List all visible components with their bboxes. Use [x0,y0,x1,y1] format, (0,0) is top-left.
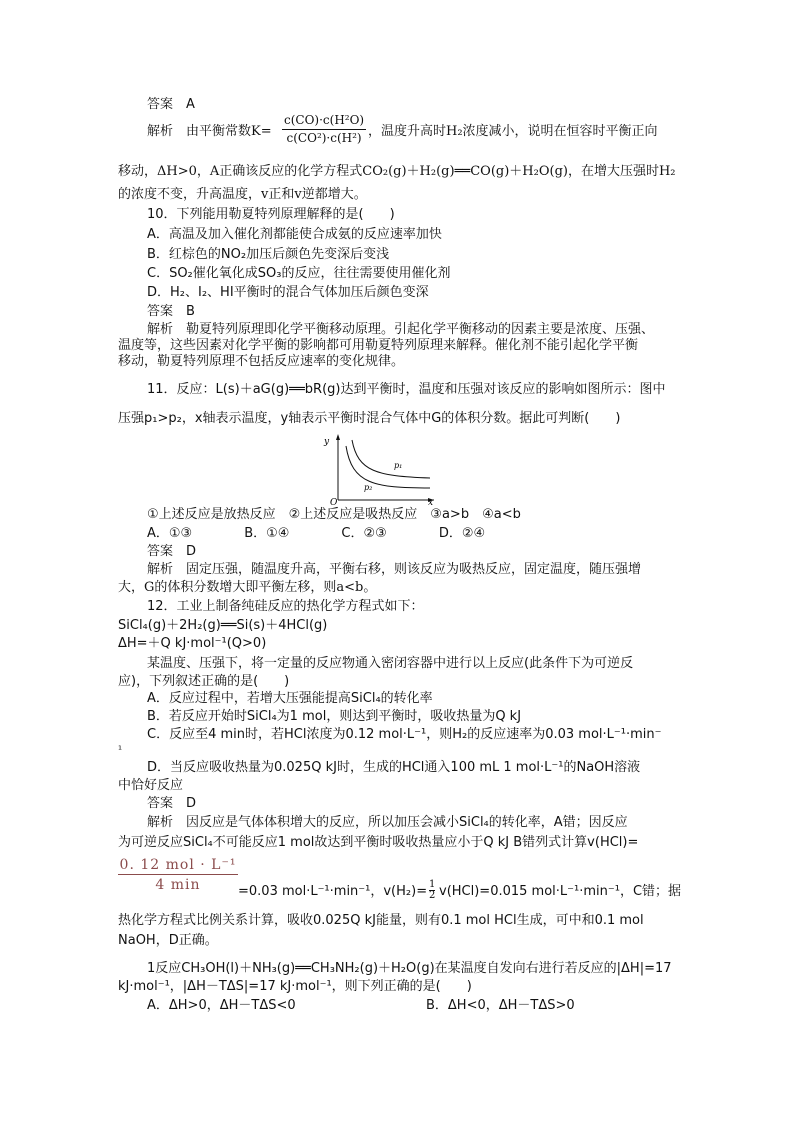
rate-fraction-numerator: 0. 12 mol · L⁻¹ [119,857,237,873]
q12-equation: SiCl₄(g)＋2H₂(g)══Si(s)＋4HCl(g) [118,618,328,633]
question-13-line2: kJ·mol⁻¹，|ΔH－TΔS|=17 kJ·mol⁻¹，则下列正确的是( ) [118,979,472,994]
question-11-line2: 压强p₁>p₂，x轴表示温度，y轴表示平衡时混合气体中G的体积分数。据此可判断( ) [118,411,621,426]
answer-10: 答案 B [147,304,195,319]
analysis-9-line2: 移动，ΔH>0，A正确该反应的化学方程式CO₂(g)＋H₂(g)══CO(g)＋H₂O(g)，在增大压强时H₂ [118,164,676,179]
analysis-9-cont: ，温度升高时H₂浓度减小，说明在恒容时平衡正向 [368,124,658,139]
q12-enthalpy: ΔH=＋Q kJ·mol⁻¹(Q>0) [118,636,267,651]
q12-stem-line2: 应)，下列叙述正确的是( ) [118,674,290,689]
origin-label: O [330,498,338,506]
analysis-12-line1: 解析 因反应是气体体积增大的反应，所以加压会减小SiCl₄的转化率，A错；因反应 [147,815,628,830]
question-11-line1: 11．反应：L(s)＋aG(g)══bR(g)达到平衡时，温度和压强对该反应的影响如图所示：图中 [147,382,666,397]
half-numerator: 1 [429,879,436,890]
analysis-12-line4: 热化学方程式比例关系计算，吸收0.025Q kJ能量，则有0.1 mol HCl生成，可中和0.1 mol [118,913,644,928]
half-denominator: 2 [429,890,436,901]
q12-option-b: B．若反应开始时SiCl₄为1 mol，则达到平衡时，吸收热量为Q kJ [147,709,522,724]
q12-option-c-wrap: ¹ [118,745,123,756]
analysis-9-start: 解析 由平衡常数K= [147,124,272,139]
analysis-11-line1: 解析 固定压强，随温度升高，平衡右移，则该反应为吸热反应，固定温度，随压强增 [147,562,642,577]
rate-fraction-denominator: 4 min [155,877,201,893]
analysis-10-line1: 解析 勒夏特列原理即化学平衡移动原理。引起化学平衡移动的因素主要是浓度、压强、 [147,322,655,337]
analysis-12-line5: NaOH，D正确。 [118,933,218,948]
y-axis-label: y [324,437,330,447]
analysis-12-line2: 为可逆反应SiCl₄不可能反应1 mol故达到平衡时吸收热量应小于Q kJ B错列式计算v(HCl)= [118,835,639,850]
analysis-11-line2: 大，G的体积分数增大即平衡左移，则a<b。 [118,580,377,595]
q11-options: A．①③ B．①④ C．②③ D．②④ [147,526,486,541]
q10-option-c: C．SO₂催化氧化成SO₃的反应，往往需要使用催化剂 [147,266,451,281]
curve-p1-label: p₁ [394,461,403,470]
q12-option-d-line2: 中恰好反应 [118,778,184,793]
q10-option-a: A．高温及加入催化剂都能使合成氨的反应速率加快 [147,227,442,242]
q10-option-d: D．H₂、I₂、HI平衡时的混合气体加压后颜色变深 [147,285,429,300]
question-10: 10．下列能用勒夏特列原理解释的是( ) [147,207,395,222]
analysis-12-line3b: v(HCl)=0.015 mol·L⁻¹·min⁻¹，C错；据 [439,884,682,899]
fraction-numerator: c(CO)·c(H²O) [282,112,366,130]
answer-12: 答案 D [147,796,197,811]
q12-stem-line1: 某温度、压强下，将一定量的反应物通入密闭容器中进行以上反应(此条件下为可逆反 [147,656,634,671]
rate-fraction-image [118,856,238,895]
q12-option-d-line1: D．当反应吸收热量为0.025Q kJ时，生成的HCl通入100 mL 1 mol·L⁻¹的NaOH溶液 [147,760,641,775]
q11-statements: ①上述反应是放热反应 ②上述反应是吸热反应 ③a>b ④a<b [147,507,521,522]
answer-11: 答案 D [147,544,197,559]
analysis-12-line3a: =0.03 mol·L⁻¹·min⁻¹，v(H₂)= [238,884,428,899]
analysis-9-line3: 的浓度不变，升高温度，v正和v逆都增大。 [118,187,367,202]
question-12: 12．工业上制备纯硅反应的热化学方程式如下： [147,599,424,614]
answer-9: 答案 A [147,97,195,112]
q12-option-c: C．反应至4 min时，若HCl浓度为0.12 mol·L⁻¹，则H₂的反应速率为0.03 mol·L⁻¹·min⁻ [147,727,662,742]
q10-option-b: B．红棕色的NO₂加压后颜色先变深后变浅 [147,247,390,262]
curve-p2-label: p₂ [364,483,373,492]
fraction-denominator: c(CO²)·c(H²) [286,131,362,145]
analysis-10-line3: 移动，勒夏特列原理不包括反应速率的变化规律。 [118,354,405,369]
q13-option-b: B．ΔH<0，ΔH－TΔS>0 [426,998,575,1013]
question-13-line1: 1反应CH₃OH(l)＋NH₃(g)══CH₃NH₂(g)＋H₂O(g)在某温度自发向右进行若反应的|ΔH|=17 [147,961,672,976]
analysis-10-line2: 温度等，这些因素对化学平衡的影响都可用勒夏特列原理来解释。催化剂不能引起化学平衡 [118,338,639,353]
x-axis-label: x [428,498,434,506]
equilibrium-constant-fraction [282,112,366,147]
half-fraction [429,880,435,901]
q12-option-a: A．反应过程中，若增大压强能提高SiCl₄的转化率 [147,691,433,706]
equilibrium-graph [322,432,438,506]
q13-option-a: A．ΔH>0，ΔH－TΔS<0 [147,998,296,1013]
